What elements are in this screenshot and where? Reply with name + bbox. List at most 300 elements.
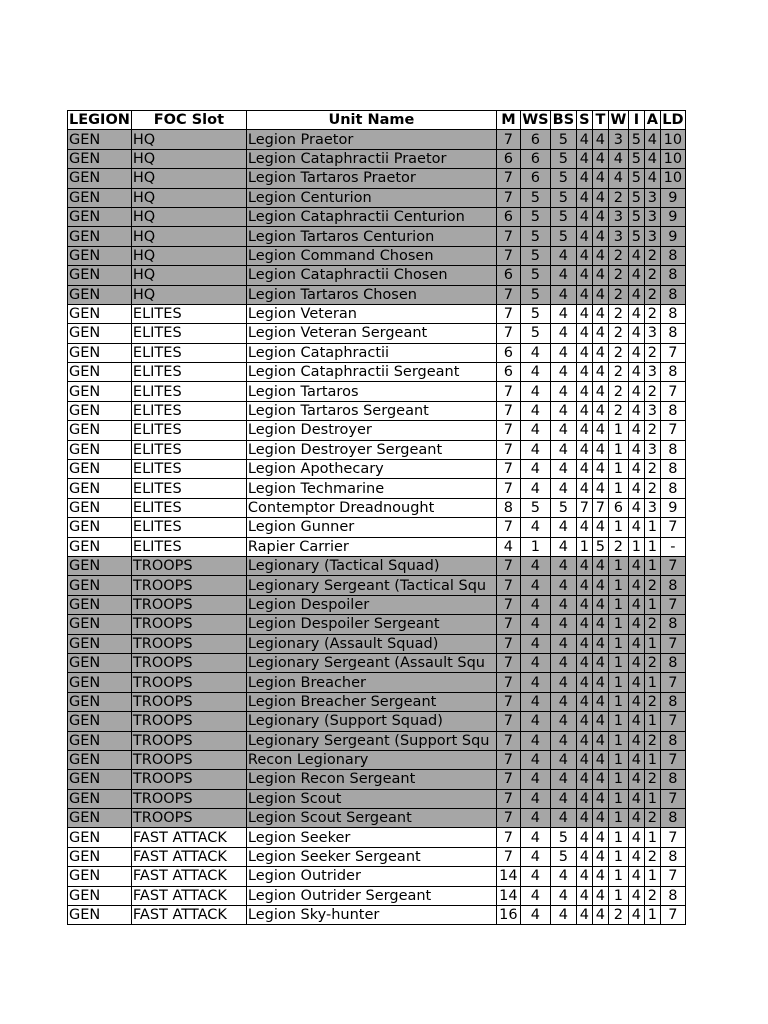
cell-m: 14	[496, 886, 520, 905]
cell-ld: 7	[660, 556, 685, 575]
cell-unit-name: Legionary (Tactical Squad)	[246, 556, 496, 575]
table-row	[68, 130, 686, 149]
cell-s: 4	[576, 304, 592, 323]
cell-t: 4	[592, 615, 608, 634]
table-row	[68, 518, 686, 537]
cell-unit-name: Legionary Sergeant (Assault Squ	[246, 653, 496, 672]
header-row	[68, 111, 686, 130]
cell-legion: GEN	[68, 363, 132, 382]
cell-w: 2	[608, 246, 628, 265]
cell-t: 4	[592, 421, 608, 440]
cell-i: 4	[628, 304, 644, 323]
cell-s: 4	[576, 130, 592, 149]
cell-foc-slot: ELITES	[131, 324, 246, 343]
table-row	[68, 906, 686, 925]
cell-w: 2	[608, 304, 628, 323]
table-row	[68, 673, 686, 692]
cell-bs: 4	[550, 906, 576, 925]
cell-s: 7	[576, 498, 592, 517]
cell-m: 7	[496, 615, 520, 634]
cell-legion: GEN	[68, 401, 132, 420]
cell-t: 4	[592, 518, 608, 537]
cell-ld: 8	[660, 460, 685, 479]
cell-s: 4	[576, 576, 592, 595]
cell-i: 4	[628, 460, 644, 479]
cell-w: 2	[608, 343, 628, 362]
cell-t: 4	[592, 207, 608, 226]
table-row	[68, 653, 686, 672]
cell-legion: GEN	[68, 867, 132, 886]
cell-ws: 5	[520, 207, 550, 226]
cell-i: 4	[628, 343, 644, 362]
cell-ws: 4	[520, 518, 550, 537]
cell-a: 2	[644, 615, 660, 634]
cell-s: 4	[576, 634, 592, 653]
cell-a: 4	[644, 169, 660, 188]
cell-ld: 9	[660, 498, 685, 517]
cell-w: 1	[608, 595, 628, 614]
cell-w: 1	[608, 770, 628, 789]
cell-ld: 8	[660, 653, 685, 672]
cell-s: 4	[576, 789, 592, 808]
cell-unit-name: Legion Despoiler	[246, 595, 496, 614]
cell-i: 4	[628, 498, 644, 517]
cell-s: 4	[576, 847, 592, 866]
cell-ld: 8	[660, 266, 685, 285]
cell-ld: 8	[660, 304, 685, 323]
cell-i: 5	[628, 169, 644, 188]
cell-t: 4	[592, 363, 608, 382]
cell-ld: 8	[660, 285, 685, 304]
table-row	[68, 867, 686, 886]
table-row	[68, 770, 686, 789]
cell-unit-name: Legion Cataphractii	[246, 343, 496, 362]
cell-legion: GEN	[68, 479, 132, 498]
cell-bs: 4	[550, 673, 576, 692]
cell-legion: GEN	[68, 634, 132, 653]
cell-legion: GEN	[68, 343, 132, 362]
cell-legion: GEN	[68, 304, 132, 323]
cell-foc-slot: TROOPS	[131, 789, 246, 808]
cell-t: 4	[592, 867, 608, 886]
cell-m: 7	[496, 595, 520, 614]
cell-w: 2	[608, 382, 628, 401]
cell-ws: 4	[520, 847, 550, 866]
cell-w: 1	[608, 615, 628, 634]
cell-t: 4	[592, 809, 608, 828]
table-row	[68, 460, 686, 479]
cell-foc-slot: ELITES	[131, 401, 246, 420]
cell-legion: GEN	[68, 653, 132, 672]
cell-ws: 4	[520, 828, 550, 847]
cell-i: 4	[628, 653, 644, 672]
cell-bs: 4	[550, 246, 576, 265]
cell-w: 1	[608, 479, 628, 498]
cell-foc-slot: TROOPS	[131, 731, 246, 750]
cell-i: 1	[628, 537, 644, 556]
table-row	[68, 789, 686, 808]
cell-ld: 8	[660, 363, 685, 382]
cell-bs: 4	[550, 692, 576, 711]
cell-a: 2	[644, 731, 660, 750]
cell-ld: 7	[660, 906, 685, 925]
cell-foc-slot: HQ	[131, 227, 246, 246]
cell-a: 1	[644, 712, 660, 731]
cell-ld: 7	[660, 712, 685, 731]
cell-t: 4	[592, 576, 608, 595]
cell-legion: GEN	[68, 906, 132, 925]
cell-t: 4	[592, 653, 608, 672]
cell-ld: 8	[660, 479, 685, 498]
cell-i: 4	[628, 556, 644, 575]
cell-i: 5	[628, 227, 644, 246]
cell-bs: 4	[550, 750, 576, 769]
cell-foc-slot: FAST ATTACK	[131, 906, 246, 925]
cell-i: 4	[628, 770, 644, 789]
cell-legion: GEN	[68, 615, 132, 634]
cell-bs: 4	[550, 382, 576, 401]
table-row	[68, 498, 686, 517]
cell-unit-name: Legion Apothecary	[246, 460, 496, 479]
cell-ld: -	[660, 537, 685, 556]
cell-t: 4	[592, 440, 608, 459]
cell-ld: 8	[660, 847, 685, 866]
cell-unit-name: Legion Outrider	[246, 867, 496, 886]
cell-i: 4	[628, 828, 644, 847]
cell-legion: GEN	[68, 847, 132, 866]
cell-i: 4	[628, 421, 644, 440]
cell-i: 4	[628, 750, 644, 769]
cell-i: 4	[628, 731, 644, 750]
cell-bs: 5	[550, 130, 576, 149]
cell-t: 4	[592, 906, 608, 925]
cell-foc-slot: FAST ATTACK	[131, 886, 246, 905]
cell-s: 4	[576, 867, 592, 886]
cell-bs: 4	[550, 440, 576, 459]
cell-a: 2	[644, 304, 660, 323]
cell-legion: GEN	[68, 556, 132, 575]
cell-legion: GEN	[68, 285, 132, 304]
cell-s: 4	[576, 770, 592, 789]
cell-i: 4	[628, 518, 644, 537]
table-row	[68, 615, 686, 634]
cell-t: 5	[592, 537, 608, 556]
cell-m: 6	[496, 149, 520, 168]
cell-m: 7	[496, 479, 520, 498]
cell-ld: 8	[660, 770, 685, 789]
cell-ws: 4	[520, 421, 550, 440]
cell-a: 3	[644, 363, 660, 382]
cell-unit-name: Rapier Carrier	[246, 537, 496, 556]
table-row	[68, 692, 686, 711]
header-foc-slot: FOC Slot	[131, 111, 246, 130]
cell-a: 1	[644, 789, 660, 808]
cell-t: 4	[592, 266, 608, 285]
cell-t: 4	[592, 130, 608, 149]
cell-foc-slot: HQ	[131, 285, 246, 304]
cell-unit-name: Legionary (Assault Squad)	[246, 634, 496, 653]
cell-s: 4	[576, 382, 592, 401]
cell-foc-slot: TROOPS	[131, 712, 246, 731]
cell-i: 4	[628, 595, 644, 614]
cell-i: 4	[628, 789, 644, 808]
table-row	[68, 363, 686, 382]
cell-m: 7	[496, 188, 520, 207]
cell-bs: 4	[550, 634, 576, 653]
cell-w: 2	[608, 285, 628, 304]
table-row	[68, 285, 686, 304]
table-row	[68, 828, 686, 847]
cell-legion: GEN	[68, 440, 132, 459]
cell-s: 4	[576, 906, 592, 925]
cell-ld: 7	[660, 750, 685, 769]
cell-legion: GEN	[68, 828, 132, 847]
cell-s: 4	[576, 246, 592, 265]
cell-ws: 4	[520, 712, 550, 731]
cell-s: 4	[576, 479, 592, 498]
table-body	[68, 130, 686, 925]
cell-ld: 8	[660, 401, 685, 420]
cell-ws: 4	[520, 615, 550, 634]
cell-m: 7	[496, 750, 520, 769]
cell-i: 4	[628, 886, 644, 905]
cell-a: 2	[644, 653, 660, 672]
cell-ws: 5	[520, 227, 550, 246]
cell-legion: GEN	[68, 712, 132, 731]
cell-ld: 8	[660, 440, 685, 459]
cell-ws: 4	[520, 382, 550, 401]
cell-bs: 5	[550, 227, 576, 246]
cell-ld: 7	[660, 867, 685, 886]
cell-ld: 7	[660, 518, 685, 537]
cell-bs: 5	[550, 498, 576, 517]
cell-a: 2	[644, 770, 660, 789]
cell-m: 7	[496, 227, 520, 246]
cell-t: 4	[592, 382, 608, 401]
table-row	[68, 149, 686, 168]
cell-ws: 5	[520, 324, 550, 343]
cell-ld: 8	[660, 809, 685, 828]
cell-foc-slot: ELITES	[131, 440, 246, 459]
cell-t: 4	[592, 595, 608, 614]
cell-i: 4	[628, 615, 644, 634]
cell-a: 2	[644, 382, 660, 401]
cell-legion: GEN	[68, 537, 132, 556]
cell-bs: 4	[550, 712, 576, 731]
cell-bs: 4	[550, 304, 576, 323]
cell-w: 1	[608, 750, 628, 769]
cell-w: 2	[608, 188, 628, 207]
cell-bs: 4	[550, 576, 576, 595]
cell-t: 4	[592, 789, 608, 808]
cell-unit-name: Legion Centurion	[246, 188, 496, 207]
cell-m: 16	[496, 906, 520, 925]
cell-ld: 8	[660, 731, 685, 750]
cell-w: 1	[608, 440, 628, 459]
table-row	[68, 634, 686, 653]
cell-foc-slot: HQ	[131, 246, 246, 265]
cell-legion: GEN	[68, 576, 132, 595]
table-row	[68, 401, 686, 420]
cell-ld: 8	[660, 324, 685, 343]
cell-i: 4	[628, 712, 644, 731]
cell-s: 4	[576, 595, 592, 614]
cell-ld: 8	[660, 615, 685, 634]
cell-ws: 4	[520, 789, 550, 808]
cell-ws: 4	[520, 731, 550, 750]
cell-m: 7	[496, 169, 520, 188]
cell-ws: 4	[520, 556, 550, 575]
cell-w: 2	[608, 266, 628, 285]
cell-a: 2	[644, 847, 660, 866]
header-s: S	[576, 111, 592, 130]
cell-t: 4	[592, 460, 608, 479]
cell-s: 4	[576, 363, 592, 382]
table-row	[68, 847, 686, 866]
cell-m: 7	[496, 440, 520, 459]
cell-foc-slot: FAST ATTACK	[131, 867, 246, 886]
cell-foc-slot: TROOPS	[131, 809, 246, 828]
cell-t: 4	[592, 149, 608, 168]
cell-m: 14	[496, 867, 520, 886]
cell-m: 6	[496, 363, 520, 382]
cell-foc-slot: ELITES	[131, 518, 246, 537]
cell-m: 7	[496, 518, 520, 537]
cell-foc-slot: HQ	[131, 130, 246, 149]
cell-unit-name: Legion Gunner	[246, 518, 496, 537]
cell-w: 1	[608, 421, 628, 440]
cell-t: 4	[592, 324, 608, 343]
table-row	[68, 731, 686, 750]
cell-i: 4	[628, 847, 644, 866]
cell-unit-name: Legion Praetor	[246, 130, 496, 149]
table-row	[68, 421, 686, 440]
cell-s: 4	[576, 750, 592, 769]
cell-m: 7	[496, 789, 520, 808]
cell-i: 4	[628, 382, 644, 401]
cell-ws: 5	[520, 285, 550, 304]
cell-a: 2	[644, 343, 660, 362]
cell-s: 4	[576, 285, 592, 304]
cell-s: 4	[576, 828, 592, 847]
cell-i: 5	[628, 149, 644, 168]
cell-bs: 5	[550, 847, 576, 866]
cell-ws: 4	[520, 343, 550, 362]
cell-ws: 4	[520, 867, 550, 886]
cell-ws: 4	[520, 440, 550, 459]
cell-a: 4	[644, 149, 660, 168]
cell-a: 2	[644, 460, 660, 479]
cell-w: 1	[608, 867, 628, 886]
table-row	[68, 537, 686, 556]
cell-m: 7	[496, 460, 520, 479]
cell-m: 6	[496, 266, 520, 285]
cell-legion: GEN	[68, 595, 132, 614]
cell-bs: 4	[550, 460, 576, 479]
cell-foc-slot: TROOPS	[131, 556, 246, 575]
cell-ws: 4	[520, 906, 550, 925]
cell-foc-slot: ELITES	[131, 304, 246, 323]
cell-s: 4	[576, 673, 592, 692]
cell-i: 5	[628, 188, 644, 207]
cell-unit-name: Legion Outrider Sergeant	[246, 886, 496, 905]
cell-w: 1	[608, 460, 628, 479]
cell-a: 1	[644, 906, 660, 925]
table-row	[68, 809, 686, 828]
table-row	[68, 750, 686, 769]
cell-foc-slot: ELITES	[131, 421, 246, 440]
header-w: W	[610, 112, 627, 129]
cell-foc-slot: HQ	[131, 149, 246, 168]
cell-legion: GEN	[68, 770, 132, 789]
cell-ws: 4	[520, 595, 550, 614]
cell-unit-name: Legion Tartaros Chosen	[246, 285, 496, 304]
cell-ld: 7	[660, 673, 685, 692]
cell-ld: 8	[660, 886, 685, 905]
cell-ld: 10	[660, 149, 685, 168]
cell-legion: GEN	[68, 518, 132, 537]
cell-bs: 4	[550, 867, 576, 886]
table-row	[68, 343, 686, 362]
table-row	[68, 266, 686, 285]
cell-s: 4	[576, 169, 592, 188]
table-row	[68, 712, 686, 731]
cell-w: 1	[608, 634, 628, 653]
cell-bs: 4	[550, 401, 576, 420]
cell-legion: GEN	[68, 266, 132, 285]
cell-m: 7	[496, 673, 520, 692]
cell-ws: 4	[520, 363, 550, 382]
cell-m: 6	[496, 343, 520, 362]
header-legion: LEGION	[69, 112, 130, 129]
cell-a: 2	[644, 266, 660, 285]
cell-m: 7	[496, 731, 520, 750]
cell-ld: 10	[660, 169, 685, 188]
table-header	[68, 111, 686, 130]
cell-a: 2	[644, 576, 660, 595]
table-row	[68, 227, 686, 246]
cell-foc-slot: TROOPS	[131, 576, 246, 595]
cell-i: 4	[628, 906, 644, 925]
cell-a: 1	[644, 750, 660, 769]
cell-ld: 7	[660, 789, 685, 808]
cell-ld: 7	[660, 634, 685, 653]
cell-legion: GEN	[68, 421, 132, 440]
cell-t: 4	[592, 343, 608, 362]
cell-w: 1	[608, 828, 628, 847]
cell-unit-name: Contemptor Dreadnought	[246, 498, 496, 517]
cell-unit-name: Recon Legionary	[246, 750, 496, 769]
cell-legion: GEN	[68, 130, 132, 149]
cell-unit-name: Legion Sky-hunter	[246, 906, 496, 925]
cell-m: 7	[496, 130, 520, 149]
cell-unit-name: Legionary Sergeant (Tactical Squ	[246, 576, 496, 595]
cell-legion: GEN	[68, 207, 132, 226]
cell-legion: GEN	[68, 460, 132, 479]
cell-a: 3	[644, 227, 660, 246]
cell-bs: 5	[550, 169, 576, 188]
cell-m: 7	[496, 382, 520, 401]
header-i: I	[628, 111, 644, 130]
cell-foc-slot: ELITES	[131, 382, 246, 401]
unit-stats-table	[67, 110, 686, 925]
cell-legion: GEN	[68, 789, 132, 808]
cell-legion: GEN	[68, 886, 132, 905]
table-row	[68, 886, 686, 905]
cell-i: 4	[628, 809, 644, 828]
cell-unit-name: Legion Scout Sergeant	[246, 809, 496, 828]
cell-legion: GEN	[68, 324, 132, 343]
